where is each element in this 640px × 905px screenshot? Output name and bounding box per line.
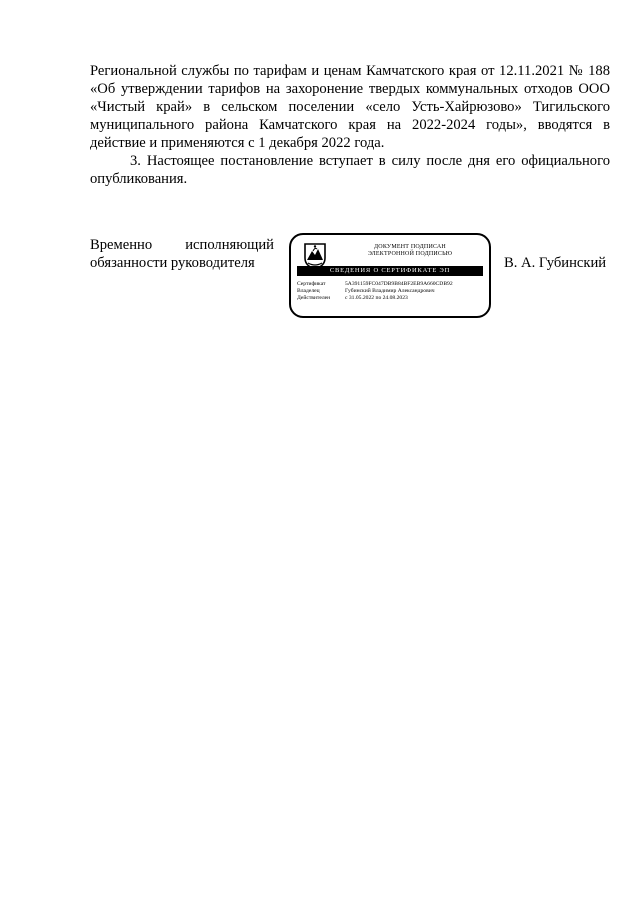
electronic-signature-stamp [289,233,491,318]
stamp-heading [335,244,485,258]
signer-name: В. А. Губинский [504,255,607,271]
stamp-row-validity [297,295,487,302]
stamp-row-label: Владелец [297,288,320,294]
signer-position-line2: обязанности руководителя [90,255,255,271]
signer-position-line1: Временно исполняющий [90,237,274,253]
stamp-row-value: с 31.05.2022 по 24.08.2023 [345,295,408,301]
stamp-row-owner [297,288,487,295]
document-body [90,62,610,188]
paragraph-continued: Региональной службы по тарифам и ценам Камчатского края от 12.11.2021 № 188 «Об утверждении тарифов на захоронение твердых коммунальных отходов ООО «Чистый край» в сельском поселении «село Усть-Хайрюзово» Тигильского муниципального района Камчатского края на 2022-2024 годы», вводятся в действие и применяются с 1 декабря 2022 года. [90,63,610,151]
stamp-row-label: Сертификат [297,281,326,287]
stamp-row-certificate [297,281,487,288]
stamp-heading-line1: ДОКУМЕНТ ПОДПИСАН [374,244,446,250]
stamp-row-value: Губинский Владимир Александрович [345,288,435,294]
stamp-band-title: СВЕДЕНИЯ О СЕРТИФИКАТЕ ЭП [297,266,483,276]
signer-position [90,236,274,272]
stamp-row-value: 5A391159FC047DB9B84BF2EB9A660CDB92 [345,281,453,287]
stamp-details [297,281,487,302]
paragraph-3: 3. Настоящее постановление вступает в силу после дня его официального опубликования. [90,153,610,187]
stamp-heading-line2: ЭЛЕКТРОННОЙ ПОДПИСЬЮ [367,251,453,257]
stamp-row-label: Действителен [297,295,331,301]
